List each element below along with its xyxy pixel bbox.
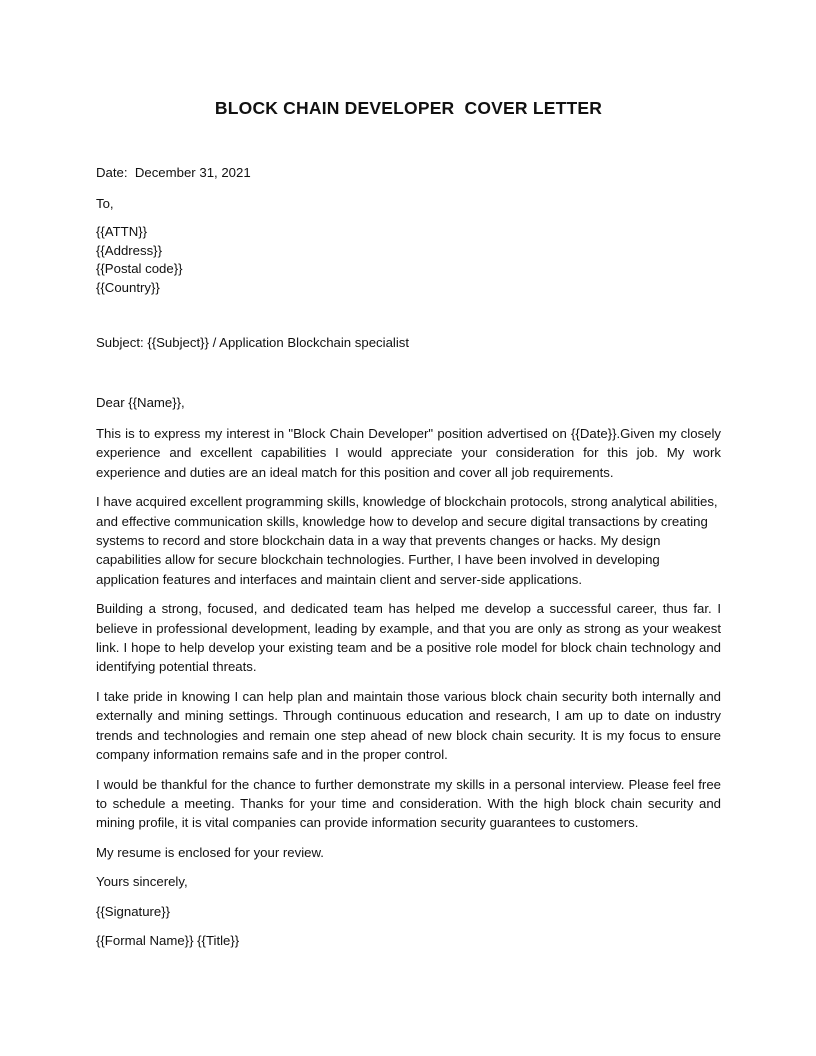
paragraph-interview: I would be thankful for the chance to further demonstrate my skills in a personal interview. Please feel free to schedule a meeting. Thanks for your time and consideration. With the high block chain security and mining profile, it is vital companies can provide information security guarantees to customers. — [96, 776, 721, 831]
address-attn: {{ATTN}} — [96, 224, 148, 239]
resume-line: My resume is enclosed for your review. — [96, 844, 324, 860]
date-line — [96, 165, 251, 180]
recipient-salutation: To, — [96, 196, 114, 211]
letter-body — [96, 424, 721, 960]
date-value: December 31, 2021 — [134, 165, 251, 180]
address-postal-code: {{Postal code}} — [96, 261, 183, 277]
paragraph-skills: I have acquired excellent programming skills, knowledge of blockchain protocols, strong analytical abilities, and effective communication skills, knowledge how to develop and secure digital transactions by creating systems to record and store blockchain data in a way that prevents changes or hacks. My design capabilities allow for secure blockchain technologies. Further, I have been involved in developing application features and interfaces and maintain client and server-side applications. — [96, 494, 718, 587]
closing: Yours sincerely, — [96, 874, 188, 890]
date-label: Date: — [96, 165, 128, 180]
name-title-placeholder: {{Formal Name}} {{Title}} — [96, 932, 240, 948]
signature-placeholder: {{Signature}} — [96, 903, 171, 919]
address-street: {{Address}} — [96, 242, 162, 258]
recipient-address — [96, 223, 183, 297]
subject-line: Subject: {{Subject}} / Application Blockchain specialist — [96, 335, 410, 350]
paragraph-security: I take pride in knowing I can help plan and maintain those various block chain security both internally and externally and mining settings. Through continuous education and research, I am up to date on industry trends and technologies and remain one step ahead of new block chain security. It is my focus to ensure company information remains safe and in the proper control. — [96, 688, 721, 763]
paragraph-team: Building a strong, focused, and dedicated team has helped me develop a successful career, thus far. I believe in professional development, leading by example, and that you are only as strong as your weakest link. I hope to help develop your existing team and be a positive role model for block chain technology and identifying potential threats. — [96, 601, 721, 675]
paragraph-interest: This is to express my interest in "Block Chain Developer" position advertised on {{Date}}.Given my closely experience and excellent capabilities I would appreciate your consideration for this job. My work experience and duties are an ideal match for this position and cover all job requirements. — [96, 426, 721, 480]
greeting: Dear {{Name}}, — [96, 395, 185, 410]
address-country: {{Country}} — [96, 279, 160, 295]
document-title: BLOCK CHAIN DEVELOPER COVER LETTER — [214, 98, 603, 118]
